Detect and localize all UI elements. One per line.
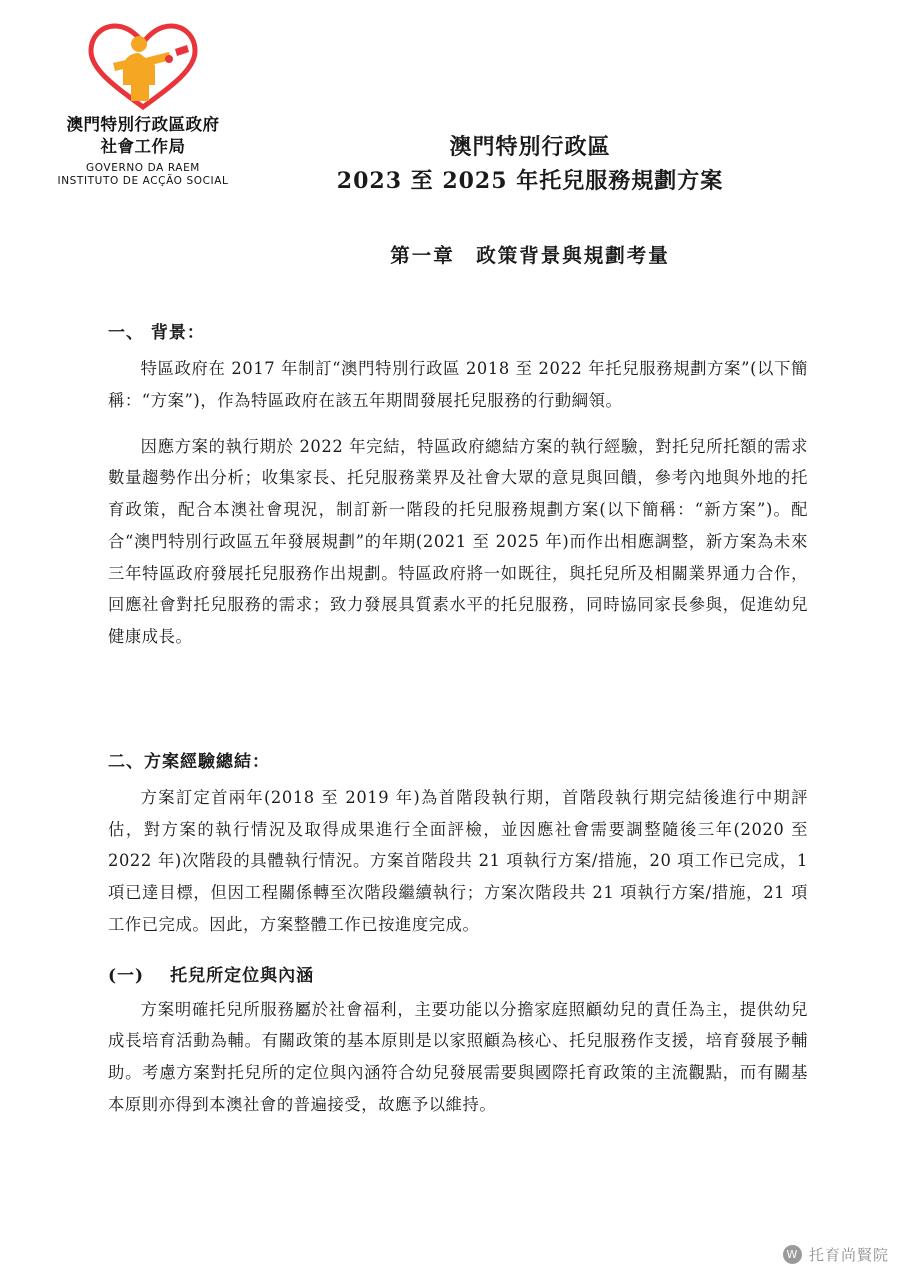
subsection-title: 托兒所定位與內涵 <box>170 965 315 986</box>
section-spacer <box>108 667 808 733</box>
org-name-zh-line1: 澳門特別行政區政府 <box>66 115 220 134</box>
heart-figure-logo-icon <box>83 19 203 113</box>
paragraph: 特區政府在 2017 年制訂“澳門特別行政區 2018 至 2022 年托兒服務規劃方案”(以下簡稱：“方案”)，作為特區政府在該五年期間發展托兒服務的行動綱領。 <box>108 359 808 410</box>
paragraph: 方案明確托兒所服務屬於社會福利，主要功能以分擔家庭照顧幼兒的責任為主，提供幼兒成長培育活動為輔。有關政策的基本原則是以家照顧為核心、托兒服務作支援，培育發展予輔助。考慮方案對托兒所的定位與內涵符合幼兒發展需要與國際托育政策的主流觀點，而有關基本原則亦得到本澳社會的普遍接受，故應予以維持。 <box>108 999 808 1115</box>
org-name-pt-line2: INSTITUTO DE ACÇÃO SOCIAL <box>57 175 229 188</box>
chapter-title: 第一章 政策背景與規劃考量 <box>390 244 670 267</box>
weibo-icon: W <box>783 1245 802 1264</box>
paragraph: 因應方案的執行期於 2022 年完結，特區政府總結方案的執行經驗，對托兒所托額的需求數量趨勢作出分析；收集家長、托兒服務業界及社會大眾的意見與回饋，參考內地與外地的托育政策，配合本澳社會現況，制訂新一階段的托兒服務規劃方案(以下簡稱：“新方案”)。配合“澳門特別行政區五年發展規劃”的年期(2021 至 2025 年)而作出相應調整，新方案為未來三年特區政府發展托兒服務作出規劃。特區政府將一如既往，與托兒所及相關業界通力合作，回應社會對托兒服務的需求；致力發展具質素水平的托兒服務，同時協同家長參與，促進幼兒健康成長。 <box>108 436 808 647</box>
title-line-2: 2023 至 2025 年托兒服務規劃方案 <box>336 168 724 195</box>
ias-logo <box>28 18 258 114</box>
subsection-heading <box>108 961 808 986</box>
subsection-number: (一) <box>108 965 145 986</box>
document-body <box>108 310 808 1135</box>
title-line-1: 澳門特別行政區 <box>449 134 611 160</box>
section-heading-background: 一、 背景： <box>108 323 205 343</box>
paragraph: 方案訂定首兩年(2018 至 2019 年)為首階段執行期，首階段執行期完結後進行中期評估，對方案的執行情況及取得成果進行全面評檢，並因應社會需要調整隨後三年(2020 至 2022 年)次階段的具體執行情況。方案首階段共 21 項執行方案/措施，20 項工作已完成，1 項已達目標，但因工程關係轉至次階段繼續執行；方案次階段共 21 項執行方案/措施，21 項工作已完成。因此，方案整體工作已按進度完成。 <box>108 787 808 934</box>
org-name-zh-line2: 社會工作局 <box>100 137 186 157</box>
section-heading-summary: 二、方案經驗總結： <box>108 751 270 772</box>
watermark <box>783 1244 889 1265</box>
org-name-pt-line1: GOVERNO DA RAEM <box>86 161 200 174</box>
page-title <box>180 130 880 198</box>
watermark-text: 托育尚賢院 <box>808 1246 889 1264</box>
